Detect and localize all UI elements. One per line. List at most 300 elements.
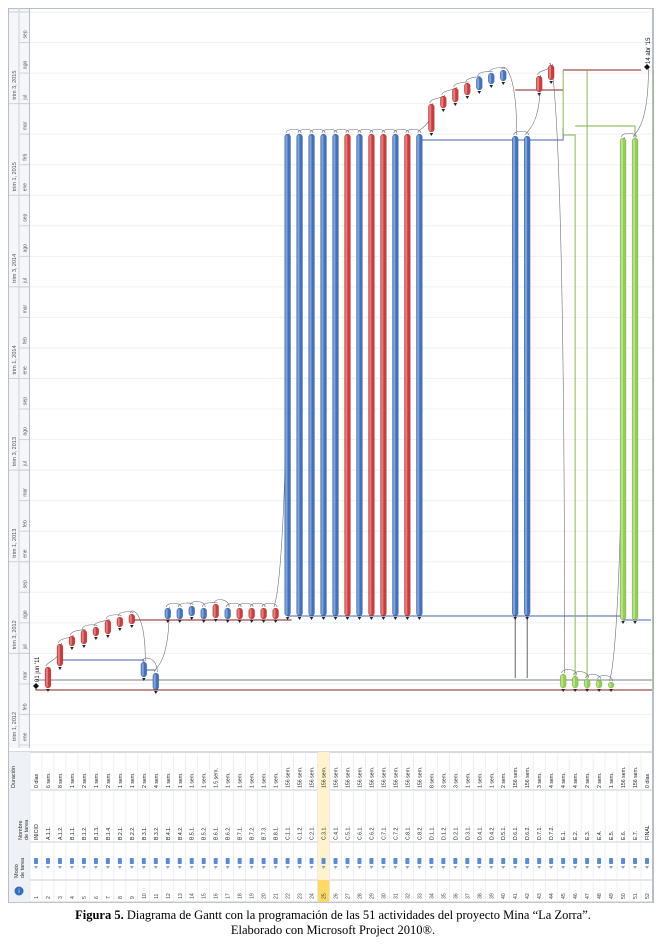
task-bar-highlight: [393, 135, 395, 615]
task-mode-icon: [501, 858, 505, 864]
task-duration: 8 sem.: [57, 772, 64, 788]
task-name: B.8.1.: [273, 826, 280, 840]
task-bar-highlight: [453, 89, 455, 101]
task-name: B.1.1.: [69, 826, 76, 840]
task-bar-highlight: [561, 675, 563, 687]
task-mode-icon: [405, 858, 409, 864]
task-id: 36: [453, 893, 460, 899]
task-id: 48: [597, 893, 604, 899]
task-name: D.7.2.: [549, 826, 556, 840]
task-id: 37: [465, 893, 472, 899]
task-id: 12: [165, 893, 172, 899]
header-modo-2: de tarea: [20, 857, 26, 878]
end-milestone-label: 14 abr '15: [646, 37, 653, 64]
task-duration: 2 sem.: [141, 772, 148, 788]
task-bar-highlight: [345, 135, 347, 615]
task-duration: 1 sem.: [465, 772, 472, 788]
task-duration: 8 sem.: [429, 772, 436, 788]
task-mode-icon: [597, 858, 601, 864]
task-bar-highlight: [106, 621, 108, 633]
task-name: D.6.2.: [525, 826, 532, 840]
task-mode-icon: [345, 858, 349, 864]
task-id: 49: [609, 893, 616, 899]
timescale-month-label: mar: [22, 121, 29, 131]
task-bar-highlight: [58, 645, 60, 665]
task-duration: 1 sem.: [93, 772, 100, 788]
task-mode-icon: [369, 858, 373, 864]
task-name: B.5.2.: [201, 826, 208, 840]
task-id: 10: [141, 893, 148, 899]
task-id: 25: [321, 893, 328, 899]
task-name: B.6.2.: [225, 826, 232, 840]
task-id: 14: [189, 893, 196, 899]
task-name: B.1.2.: [81, 826, 88, 840]
task-name: INICIO: [33, 824, 40, 840]
task-name: D.3.1.: [465, 826, 472, 840]
task-mode-icon: [381, 858, 385, 864]
task-duration: 1 sem.: [489, 772, 496, 788]
task-duration: 3 sem.: [453, 772, 460, 788]
task-mode-icon: [274, 858, 278, 864]
task-mode-icon: [334, 858, 338, 864]
task-duration: 1 sem.: [189, 772, 196, 788]
task-bar-highlight: [597, 681, 599, 687]
timescale-quarter-label: trim 1, 2012: [12, 711, 18, 741]
task-mode-icon: [561, 858, 565, 864]
task-duration: 2 sem.: [585, 772, 592, 788]
task-mode-icon: [310, 858, 314, 864]
timescale-month-label: sep: [22, 580, 29, 589]
task-id: 34: [429, 893, 436, 899]
task-name: D.4.1.: [477, 826, 484, 840]
task-name: B.3.1.: [141, 826, 148, 840]
task-id: 6: [93, 896, 100, 899]
task-mode-icon: [429, 858, 433, 864]
task-bar-highlight: [369, 135, 371, 615]
header-nombre: Nombre: [18, 820, 24, 840]
task-bar-highlight: [489, 74, 491, 83]
task-name: D.2.1.: [453, 826, 460, 840]
task-id: 39: [489, 893, 496, 899]
task-bar-highlight: [321, 135, 323, 615]
task-id: 38: [477, 893, 484, 899]
task-id: 11: [153, 893, 160, 899]
timescale-month-label: ago: [22, 427, 29, 436]
task-id: 31: [393, 893, 400, 899]
task-id: 26: [333, 893, 340, 899]
task-duration: 156 sem.: [333, 766, 340, 788]
timescale-quarter-label: trim 3, 2014: [12, 253, 18, 283]
caption-label: Figura 5.: [75, 908, 124, 922]
task-mode-icon: [178, 858, 182, 864]
task-mode-icon: [633, 858, 637, 864]
task-duration: 1 sem.: [249, 772, 256, 788]
task-mode-icon: [46, 858, 50, 864]
timescale-month-label: sep: [22, 396, 29, 406]
task-duration: 156 sem.: [417, 766, 424, 788]
task-id: 40: [501, 893, 508, 899]
timescale-quarter-label: trim 1, 2013: [12, 528, 18, 558]
task-name: D.1.1.: [429, 826, 436, 840]
task-duration: 156 sem.: [393, 766, 400, 788]
task-bar-highlight: [214, 605, 216, 617]
timescale-month-label: feb: [22, 520, 29, 528]
task-name: C.2.1.: [309, 826, 316, 840]
task-id: 19: [249, 893, 256, 899]
task-bar-highlight: [609, 683, 611, 687]
task-id: 4: [69, 896, 76, 899]
task-bar-highlight: [273, 609, 275, 618]
task-id: 45: [561, 893, 568, 899]
task-name: D.5.1.: [501, 826, 508, 840]
task-id: 42: [525, 893, 532, 899]
task-id: 47: [585, 893, 592, 899]
task-name: D.7.1.: [537, 826, 544, 840]
task-duration: 4 sem.: [561, 772, 568, 788]
task-duration: 4 sem.: [573, 772, 580, 788]
timescale-month-label: feb: [22, 153, 29, 161]
task-name: B.2.1.: [117, 826, 124, 840]
task-bar-highlight: [225, 609, 227, 618]
task-bar-highlight: [429, 105, 431, 131]
task-duration: 6 sem.: [45, 772, 52, 788]
timescale-month-label: ene: [22, 366, 29, 375]
task-duration: 1 sem.: [477, 772, 484, 788]
task-id: 32: [405, 893, 412, 899]
task-bar-highlight: [573, 677, 575, 687]
task-duration: 1 sem.: [261, 772, 268, 788]
task-bar-highlight: [549, 66, 551, 79]
task-mode-icon: [609, 858, 613, 864]
task-id: 52: [645, 893, 652, 899]
task-duration: 156 sem.: [309, 766, 316, 788]
task-bar-highlight: [237, 609, 239, 618]
task-name: C.8.1.: [405, 826, 412, 840]
task-name: B.6.1.: [213, 826, 220, 840]
task-bar-highlight: [537, 77, 539, 91]
task-name: B.7.3.: [261, 826, 268, 840]
timescale-month-label: ago: [22, 243, 29, 253]
timescale-month-label: jul: [22, 94, 29, 100]
task-name: C.8.2.: [417, 826, 424, 840]
task-id: 8: [117, 896, 124, 899]
task-duration: 1 sem.: [609, 772, 616, 788]
task-name: C.6.2.: [369, 826, 376, 840]
timescale-month-label: ene: [22, 182, 29, 192]
task-duration: 156 sem.: [525, 766, 532, 788]
task-bar-highlight: [381, 135, 383, 615]
task-bar-highlight: [297, 135, 299, 615]
task-mode-icon: [238, 858, 242, 864]
timescale-month-label: ago: [22, 610, 29, 619]
task-id: 7: [105, 896, 112, 899]
task-bar-highlight: [501, 71, 503, 80]
task-id: 23: [297, 893, 304, 899]
task-name: B.1.4.: [105, 826, 112, 840]
task-name: B.7.2.: [249, 826, 256, 840]
task-mode-icon: [573, 858, 577, 864]
task-duration: 1 sem.: [237, 772, 244, 788]
task-bar-highlight: [477, 78, 479, 89]
task-mode-icon: [513, 858, 517, 864]
task-mode-icon: [250, 858, 254, 864]
task-id: 50: [621, 893, 628, 899]
timescale-month-label: ago: [22, 60, 29, 70]
task-duration: 1 sem.: [117, 772, 124, 788]
task-mode-icon: [537, 858, 541, 864]
task-mode-icon: [298, 858, 302, 864]
task-bar-highlight: [142, 663, 144, 676]
task-duration: 156 sem.: [357, 766, 364, 788]
task-name: A.1.1.: [45, 826, 52, 840]
task-duration: 3 sem.: [441, 772, 448, 788]
task-duration: 1 sem.: [273, 772, 280, 788]
figure-caption: [0, 908, 666, 938]
task-bar-highlight: [405, 135, 407, 615]
task-duration: 0 días: [645, 773, 652, 788]
task-mode-icon: [465, 858, 469, 864]
task-duration: 156 sem.: [513, 766, 520, 788]
task-duration: 156 sem.: [297, 766, 304, 788]
task-name: B.5.1.: [189, 826, 196, 840]
timescale-quarter-label: trim 3, 2015: [12, 70, 18, 100]
task-duration: 156 sem.: [405, 766, 412, 788]
task-bar-highlight: [261, 609, 263, 618]
task-id: 22: [285, 893, 292, 899]
task-bar-highlight: [333, 135, 335, 615]
timescale-month-label: jul: [22, 461, 29, 467]
task-duration: 4 sem.: [153, 772, 160, 788]
task-name: B.7.1.: [237, 826, 244, 840]
task-name: B.3.2.: [153, 826, 160, 840]
task-duration: 2 sem.: [81, 772, 88, 788]
task-id: 9: [129, 896, 136, 899]
task-duration: 2 sem.: [501, 772, 508, 788]
task-bar-highlight: [202, 609, 204, 618]
task-duration: 156 sem.: [633, 766, 640, 788]
task-id: 33: [417, 893, 424, 899]
task-id: 5: [81, 896, 88, 899]
task-bar-highlight: [621, 139, 623, 619]
task-name: C.5.1.: [345, 826, 352, 840]
timescale-quarter-label: trim 1, 2014: [12, 345, 18, 375]
task-id: 13: [177, 893, 184, 899]
task-duration: 0 días: [33, 773, 40, 788]
timescale-month-label: mar: [22, 488, 29, 497]
task-bar-highlight: [178, 609, 180, 618]
task-id: 27: [345, 893, 352, 899]
task-mode-icon: [417, 858, 421, 864]
task-name: E.2.: [573, 830, 580, 840]
task-name: B.4.1.: [165, 826, 172, 840]
task-bar-highlight: [357, 135, 359, 615]
task-bar-highlight: [513, 137, 515, 615]
info-icon-glyph: i: [18, 889, 20, 895]
task-name: C.4.1.: [333, 826, 340, 840]
task-mode-icon: [322, 858, 326, 864]
task-mode-icon: [190, 858, 194, 864]
task-mode-icon: [477, 858, 481, 864]
task-id: 35: [441, 893, 448, 899]
task-id: 3: [57, 896, 64, 899]
task-id: 24: [309, 893, 316, 899]
task-bar-highlight: [465, 84, 467, 94]
task-id: 18: [237, 893, 244, 899]
task-id: 1: [33, 896, 40, 899]
task-duration: 2 sem.: [597, 772, 604, 788]
task-mode-icon: [70, 858, 74, 864]
task-name: E.4.: [597, 830, 604, 840]
task-bar-highlight: [46, 668, 48, 687]
timescale-month-label: jul: [22, 644, 29, 650]
task-mode-icon: [357, 858, 361, 864]
task-mode-icon: [118, 858, 122, 864]
task-mode-icon: [82, 858, 86, 864]
task-mode-icon: [34, 858, 38, 864]
task-mode-icon: [286, 858, 290, 864]
task-id: 44: [549, 893, 556, 899]
task-mode-icon: [645, 858, 649, 864]
task-id: 28: [357, 893, 364, 899]
task-id: 21: [273, 893, 280, 899]
task-mode-icon: [214, 858, 218, 864]
task-mode-icon: [525, 858, 529, 864]
task-bar-highlight: [94, 628, 96, 635]
task-mode-icon: [262, 858, 266, 864]
task-mode-icon: [621, 858, 625, 864]
task-mode-icon: [549, 858, 553, 864]
task-bar-highlight: [525, 137, 527, 615]
task-mode-icon: [142, 858, 146, 864]
task-name: E.6.: [621, 830, 628, 840]
task-mode-icon: [166, 858, 170, 864]
timescale-month-label: jul: [22, 277, 29, 283]
task-name: D.4.2.: [489, 826, 496, 840]
timescale-month-label: mar: [22, 304, 29, 314]
task-duration: 1 sem.: [201, 772, 208, 788]
task-mode-icon: [58, 858, 62, 864]
task-duration: 4 sem.: [549, 772, 556, 788]
task-bar-highlight: [154, 674, 156, 689]
task-duration: 3 sem.: [537, 772, 544, 788]
task-name: D.6.1.: [513, 826, 520, 840]
task-duration: 156 sem.: [285, 766, 292, 788]
task-duration: 1.5 sem.: [213, 768, 220, 788]
task-mode-icon: [202, 858, 206, 864]
timescale-month-label: mar: [22, 671, 29, 680]
task-name: D.1.2.: [441, 826, 448, 840]
task-name: B.4.2.: [177, 826, 184, 840]
task-duration: 1 sem.: [165, 772, 172, 788]
task-bar-highlight: [190, 607, 192, 615]
task-name: C.7.1.: [381, 826, 388, 840]
task-bar-highlight: [441, 97, 443, 107]
task-name: E.5.: [609, 830, 616, 840]
task-bar-highlight: [309, 135, 311, 615]
task-name: A.1.2.: [57, 826, 64, 840]
task-bar-highlight: [249, 609, 251, 618]
timescale-month-label: sep: [22, 213, 29, 222]
timescale-quarter-label: trim 3, 2012: [12, 620, 18, 650]
task-name: B.1.3.: [93, 826, 100, 840]
task-name: C.1.2.: [297, 826, 304, 840]
task-id: 41: [513, 893, 520, 899]
header-nombre-2: de tarea: [24, 819, 30, 840]
task-duration: 156 sem.: [321, 766, 328, 788]
task-duration: 156 sem.: [381, 766, 388, 788]
task-mode-icon: [393, 858, 397, 864]
task-bar-highlight: [285, 135, 287, 615]
caption-text: Diagrama de Gantt con la programación de las 51 actividades del proyecto Mina “La Zorra”.: [123, 908, 591, 922]
task-id: 15: [201, 893, 208, 899]
caption-line-2: Elaborado con Microsoft Project 2010®.: [230, 923, 436, 937]
task-name: B.2.2.: [129, 826, 136, 840]
task-duration: 156 sem.: [369, 766, 376, 788]
task-name: FINAL: [645, 825, 652, 840]
task-duration: 1 sem.: [225, 772, 232, 788]
task-name: C.7.2.: [393, 826, 400, 840]
task-mode-icon: [226, 858, 230, 864]
task-bar-highlight: [633, 139, 635, 619]
task-id: 16: [213, 893, 220, 899]
timescale-quarter-label: trim 3, 2013: [12, 437, 18, 467]
task-id: 2: [45, 896, 52, 899]
task-id: 43: [537, 893, 544, 899]
timescale-month-label: ene: [22, 732, 29, 741]
header-modo: Modo: [14, 864, 20, 878]
task-bar-highlight: [585, 680, 587, 687]
task-mode-icon: [489, 858, 493, 864]
task-id: 30: [381, 893, 388, 899]
timescale-quarter-label: trim 1, 2015: [12, 162, 18, 192]
start-milestone-label: 01 jun '11: [34, 656, 41, 682]
task-mode-icon: [130, 858, 134, 864]
task-mode-icon: [453, 858, 457, 864]
task-bar-highlight: [417, 135, 419, 615]
task-mode-icon: [585, 858, 589, 864]
task-duration: 156 sem.: [345, 766, 352, 788]
task-bar-highlight: [130, 615, 132, 623]
task-bar-highlight: [118, 618, 120, 626]
task-duration: 1 sem.: [129, 772, 136, 788]
header-duracion: Duración: [11, 765, 17, 788]
task-name: E.3.: [585, 830, 592, 840]
task-bar-highlight: [82, 631, 84, 643]
task-id: 51: [633, 893, 640, 899]
task-name: C.6.1.: [357, 826, 364, 840]
timescale-month-label: feb: [22, 337, 29, 344]
task-mode-icon: [106, 858, 110, 864]
task-name: E.1.: [561, 830, 568, 840]
task-mode-icon: [154, 858, 158, 864]
task-name: E.7.: [633, 830, 640, 840]
task-bar-highlight: [166, 609, 168, 618]
task-bar-highlight: [70, 637, 72, 645]
task-mode-icon: [94, 858, 98, 864]
task-name: C.3.1.: [321, 826, 328, 840]
task-duration: 156 sem.: [621, 766, 628, 788]
timescale-month-label: ene: [22, 549, 29, 558]
task-mode-icon: [441, 858, 445, 864]
task-duration: 2 sem.: [105, 772, 112, 788]
timescale-month-label: feb: [22, 703, 29, 711]
task-id: 46: [573, 893, 580, 899]
task-name: C.1.1.: [285, 826, 292, 840]
task-id: 17: [225, 893, 232, 899]
task-duration: 1 sem.: [69, 772, 76, 788]
task-id: 20: [261, 893, 268, 899]
task-duration: 1 sem.: [177, 772, 184, 788]
